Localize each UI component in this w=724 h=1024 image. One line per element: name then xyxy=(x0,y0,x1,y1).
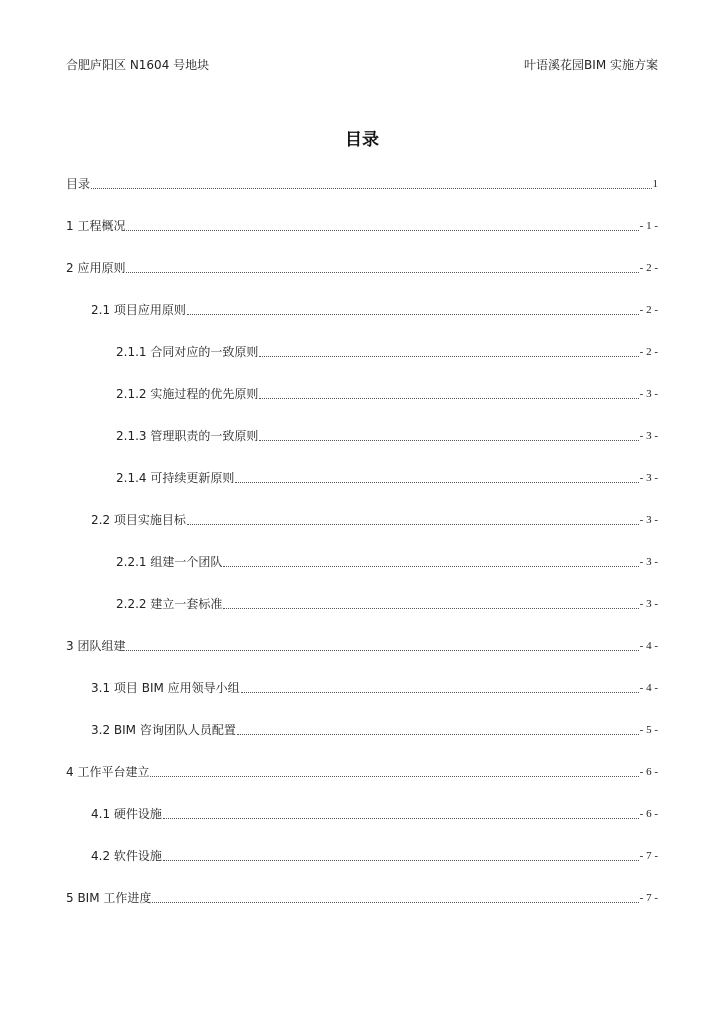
toc-entry[interactable] xyxy=(116,384,658,402)
page-header xyxy=(66,56,658,73)
toc-entry[interactable] xyxy=(66,216,658,234)
toc-entry-page: - 6 - xyxy=(639,766,658,778)
toc-entry-page: - 7 - xyxy=(639,892,658,904)
toc-entry-label: 目录 xyxy=(66,177,91,191)
toc-entry[interactable] xyxy=(91,846,658,864)
toc-leader-dots xyxy=(152,902,638,903)
toc-entry[interactable] xyxy=(116,342,658,360)
toc-entry-label: 2.2.1 组建一个团队 xyxy=(116,555,223,569)
toc-entry-label: 1 工程概况 xyxy=(66,219,126,233)
toc-entry-page: - 2 - xyxy=(639,304,658,316)
toc-entry-page: - 1 - xyxy=(639,220,658,232)
toc-entry-label: 2.1.3 管理职责的一致原则 xyxy=(116,429,259,443)
toc-entry[interactable] xyxy=(66,888,658,906)
toc-leader-dots xyxy=(126,230,638,231)
toc-entry-label: 4.1 硬件设施 xyxy=(91,807,162,821)
toc-leader-dots xyxy=(223,608,638,609)
toc-entry[interactable] xyxy=(116,552,658,570)
toc-leader-dots xyxy=(235,482,638,483)
toc-entry-label: 5 BIM 工作进度 xyxy=(66,891,152,905)
toc-leader-dots xyxy=(163,818,639,819)
toc-entry-page: - 3 - xyxy=(639,514,658,526)
toc-leader-dots xyxy=(91,188,651,189)
toc-leader-dots xyxy=(150,776,638,777)
toc-entry[interactable] xyxy=(66,258,658,276)
toc-leader-dots xyxy=(126,650,638,651)
toc-leader-dots xyxy=(259,356,638,357)
toc-entry-label: 2.1.4 可持续更新原则 xyxy=(116,471,235,485)
toc-entry-page: 1 xyxy=(652,178,658,190)
toc-entry[interactable] xyxy=(116,594,658,612)
toc-entry-page: - 5 - xyxy=(639,724,658,736)
toc-entry[interactable] xyxy=(116,426,658,444)
toc-title: 目录 xyxy=(345,130,379,150)
toc-entry-label: 2.1.1 合同对应的一致原则 xyxy=(116,345,259,359)
toc-entry-page: - 6 - xyxy=(639,808,658,820)
toc-entry[interactable] xyxy=(66,174,658,192)
toc-leader-dots xyxy=(187,314,639,315)
toc-entry-page: - 4 - xyxy=(639,682,658,694)
toc-entry-page: - 2 - xyxy=(639,262,658,274)
toc-entry-label: 2.2.2 建立一套标准 xyxy=(116,597,223,611)
toc-leader-dots xyxy=(187,524,639,525)
toc-entry-page: - 2 - xyxy=(639,346,658,358)
toc-leader-dots xyxy=(259,440,638,441)
toc-leader-dots xyxy=(223,566,638,567)
toc-entry-label: 4 工作平台建立 xyxy=(66,765,150,779)
toc-entry[interactable] xyxy=(91,510,658,528)
toc-entry-page: - 3 - xyxy=(639,430,658,442)
toc-entry[interactable] xyxy=(116,468,658,486)
toc-entry-label: 4.2 软件设施 xyxy=(91,849,162,863)
toc-entry-page: - 3 - xyxy=(639,388,658,400)
toc-leader-dots xyxy=(126,272,638,273)
toc-entry-label: 3 团队组建 xyxy=(66,639,126,653)
toc-entry-page: - 3 - xyxy=(639,598,658,610)
toc-leader-dots xyxy=(163,860,639,861)
toc-leader-dots xyxy=(259,398,638,399)
toc-entry-label: 2.1.2 实施过程的优先原则 xyxy=(116,387,259,401)
toc-entry[interactable] xyxy=(66,762,658,780)
toc-entry-page: - 7 - xyxy=(639,850,658,862)
toc-entry-page: - 4 - xyxy=(639,640,658,652)
toc-entry-label: 2.1 项目应用原则 xyxy=(91,303,186,317)
toc-entry[interactable] xyxy=(66,636,658,654)
toc-entry[interactable] xyxy=(91,300,658,318)
toc-entry-label: 2 应用原则 xyxy=(66,261,126,275)
toc-leader-dots xyxy=(241,692,639,693)
toc-entry-label: 3.1 项目 BIM 应用领导小组 xyxy=(91,681,240,695)
toc-entry[interactable] xyxy=(91,678,658,696)
toc-entry-label: 2.2 项目实施目标 xyxy=(91,513,186,527)
toc-entry[interactable] xyxy=(91,804,658,822)
toc-entry-page: - 3 - xyxy=(639,472,658,484)
toc-leader-dots xyxy=(237,734,639,735)
toc-entry[interactable] xyxy=(91,720,658,738)
toc-entry-label: 3.2 BIM 咨询团队人员配置 xyxy=(91,723,236,737)
header-right-text: 叶语溪花园BIM 实施方案 xyxy=(524,58,658,72)
header-left-text: 合肥庐阳区 N1604 号地块 xyxy=(66,58,210,72)
toc-entry-page: - 3 - xyxy=(639,556,658,568)
